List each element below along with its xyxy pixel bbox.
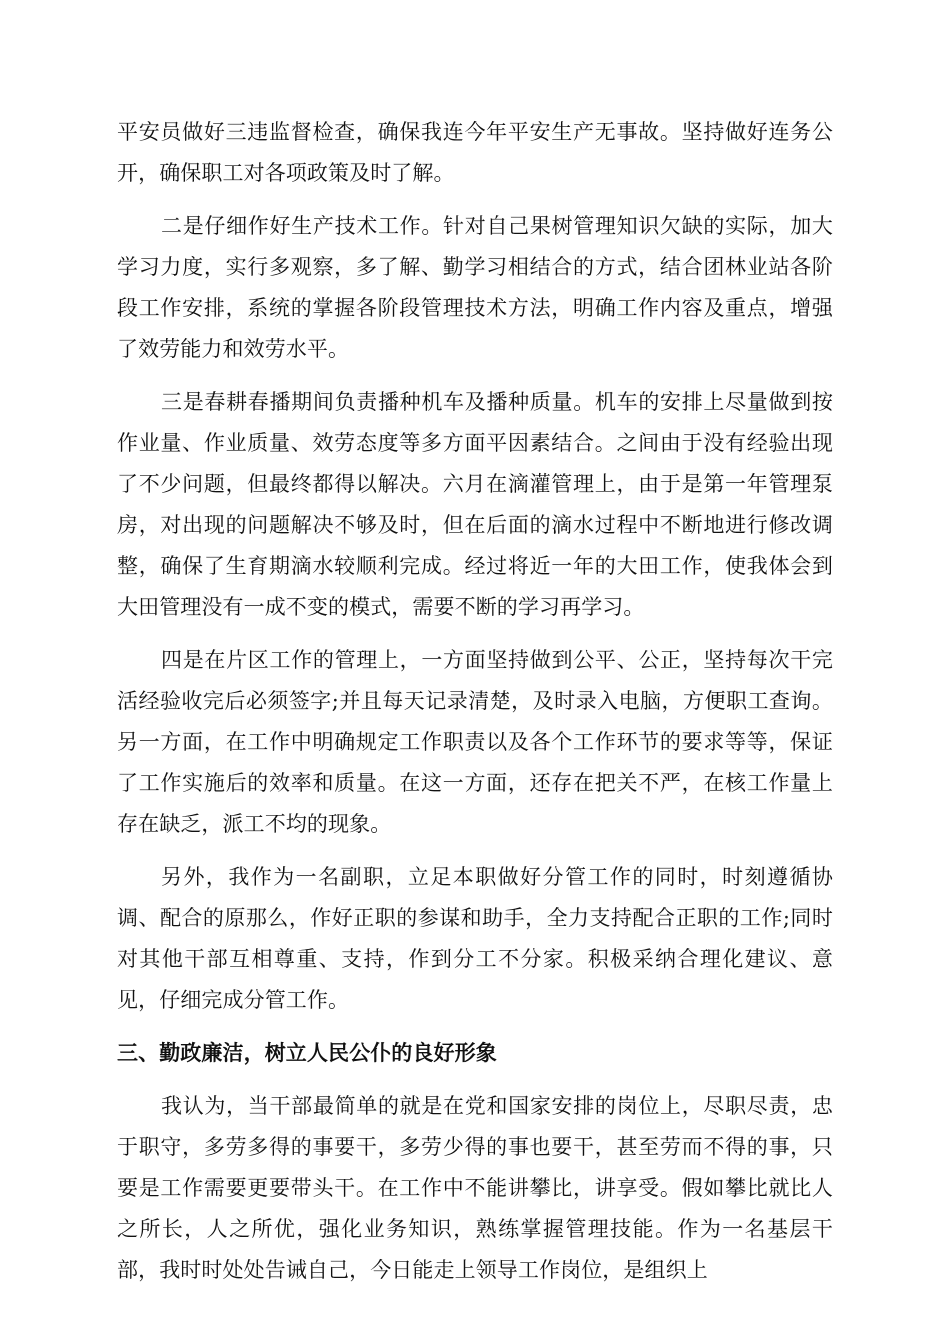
paragraph-spring-sowing: 三是春耕春播期间负责播种机车及播种质量。机车的安排上尽量做到按作业量、作业质量、效劳态度等多方面平因素结合。之间由于没有经验出现了不少问题，但最终都得以解决。六月在滴灌管理上，由于是第一年管理泵房，对出现的问题解决不够及时，但在后面的滴水过程中不断地进行修改调整，确保了生育期滴水较顺利完成。经过将近一年的大田工作，使我体会到大田管理没有一成不变的模式，需要不断的学习再学习。 — [117, 390, 833, 619]
paragraph-production-technology: 二是仔细作好生产技术工作。针对自己果树管理知识欠缺的实际，加大学习力度，实行多观察，多了解、勤学习相结合的方式，结合团林业站各阶段工作安排，系统的掌握各阶段管理技术方法，明确工作内容及重点，增强了效劳能力和效劳水平。 — [117, 214, 833, 361]
document-page — [117, 112, 833, 1303]
paragraph-deputy-role: 另外，我作为一名副职，立足本职做好分管工作的同时，时刻遵循协调、配合的原那么，作好正职的参谋和助手，全力支持配合正职的工作;同时对其他干部互相尊重、支持，作到分工不分家。积极采纳合理化建议、意见，仔细完成分管工作。 — [117, 865, 833, 1012]
paragraph-safety-continuation: 平安员做好三违监督检查，确保我连今年平安生产无事故。坚持做好连务公开，确保职工对各项政策及时了解。 — [117, 120, 833, 185]
section-heading-diligence: 三、勤政廉洁，树立人民公仆的良好形象 — [117, 1041, 497, 1065]
paragraph-cadre-duty: 我认为，当干部最简单的就是在党和国家安排的岗位上，尽职尽责，忠于职守，多劳多得的事要干，多劳少得的事也要干，甚至劳而不得的事，只要是工作需要更要带头干。在工作中不能讲攀比，讲享受。假如攀比就比人之所长，人之所优，强化业务知识，熟练掌握管理技能。作为一名基层干部，我时时处处告诫自己，今日能走上领导工作岗位，是组织上 — [117, 1094, 833, 1282]
paragraph-area-management: 四是在片区工作的管理上，一方面坚持做到公平、公正，坚持每次干完活经验收完后必须签字;并且每天记录清楚，及时录入电脑，方便职工查询。另一方面，在工作中明确规定工作职责以及各个工作环节的要求等等，保证了工作实施后的效率和质量。在这一方面，还存在把关不严，在核工作量上存在缺乏，派工不均的现象。 — [117, 648, 833, 836]
